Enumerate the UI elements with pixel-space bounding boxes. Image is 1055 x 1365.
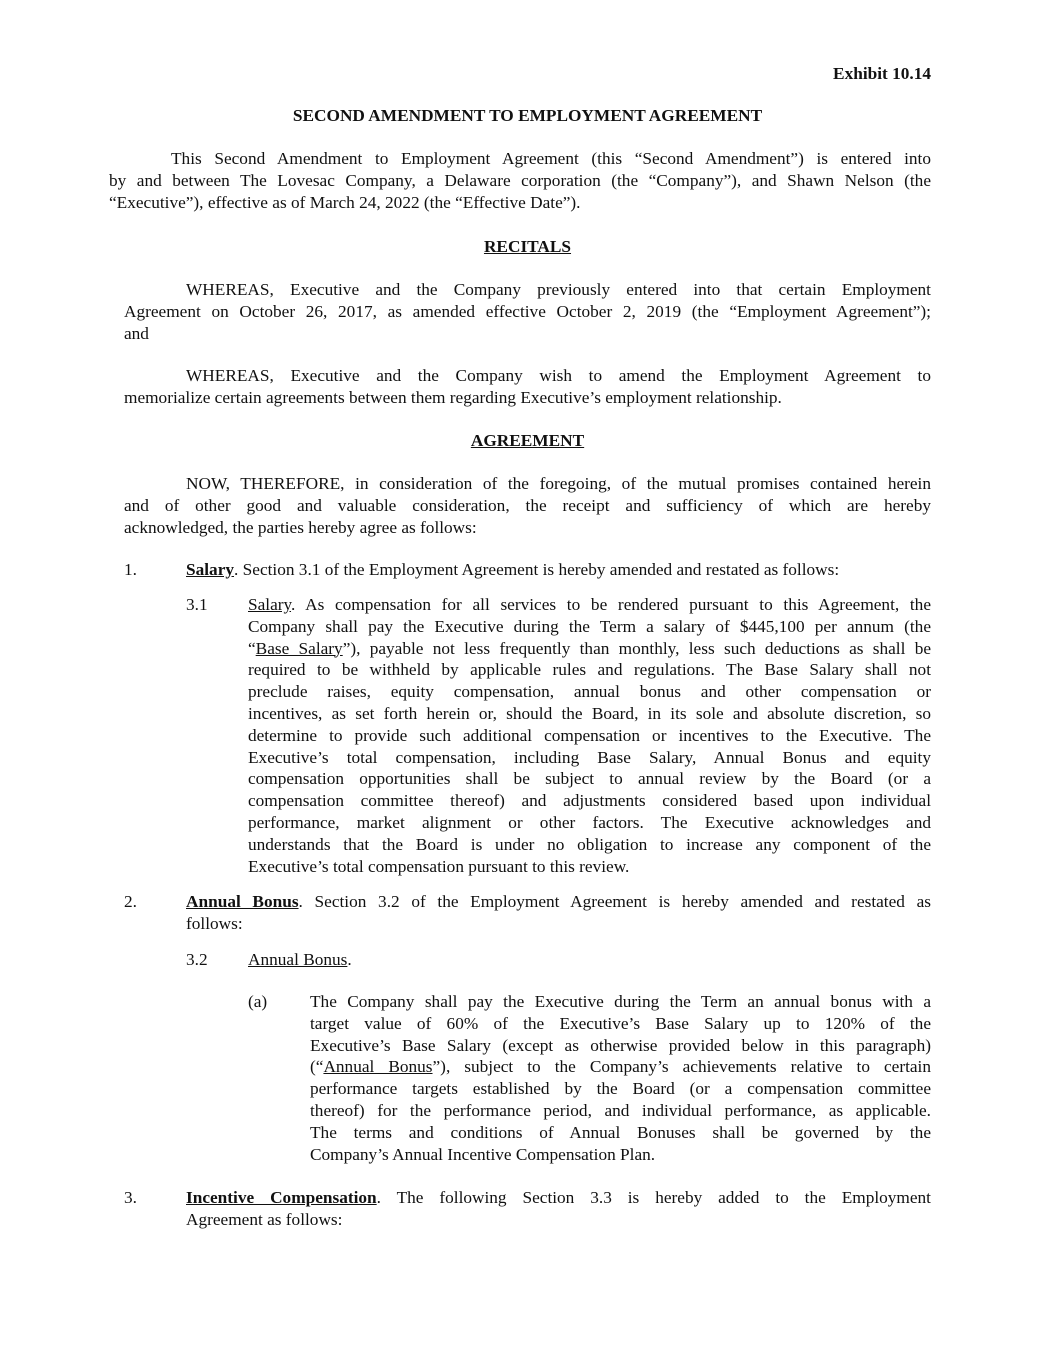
open-quote: “ [248, 638, 256, 658]
section-3-text: . The following Section 3.3 is hereby added to the Employment [376, 1188, 931, 1207]
recital-line: WHEREAS, Executive and the Company previously entered into that certain Employment [186, 280, 931, 299]
section-3-1-text: ”), payable not less frequently than monthly, less such deductions as shall be [342, 638, 931, 658]
item-a-line [310, 1056, 931, 1078]
section-3-1-line: compensation committee thereof) and adjustments considered based upon individual [248, 791, 931, 811]
section-3-1-line: understands that the Board is under no obligation to increase any component of the [248, 834, 931, 854]
defined-term-annual-bonus: Annual Bonus [323, 1057, 433, 1077]
section-1-title: Salary [186, 560, 235, 579]
section-3-line [186, 1187, 931, 1209]
intro-line: This Second Amendment to Employment Agreement (this “Second Amendment”) is entered into [171, 149, 931, 168]
section-3-title: Incentive Compensation [186, 1188, 377, 1207]
section-3-2-title: Annual Bonus [248, 950, 348, 969]
now-therefore-paragraph [124, 473, 931, 538]
section-2-title: Annual Bonus [186, 892, 299, 911]
now-therefore-line: NOW, THEREFORE, in consideration of the foregoing, of the mutual promises contained herein [186, 474, 931, 493]
exhibit-label: Exhibit 10.14 [833, 64, 931, 83]
recitals-heading: RECITALS [483, 237, 572, 256]
item-a-line: thereof) for the performance period, and individual performance, as applicable. [310, 1100, 931, 1120]
section-3-1-line [248, 638, 931, 660]
section-3-1-line [248, 594, 931, 616]
section-2-text: . Section 3.2 of the Employment Agreement is hereby amended and restated as [298, 892, 931, 911]
document-title: SECOND AMENDMENT TO EMPLOYMENT AGREEMENT [292, 106, 763, 125]
defined-term-base-salary: Base Salary [255, 638, 343, 658]
item-a-body [310, 991, 931, 1165]
intro-line: by and between The Lovesac Company, a Delaware corporation (the “Company”), and Shawn Nelson (the [109, 170, 931, 190]
item-a-line: Executive’s Base Salary (except as otherwise provided below in this paragraph) [310, 1035, 931, 1055]
section-2-number: 2. [124, 892, 137, 911]
section-3-2-number: 3.2 [186, 950, 208, 969]
section-3-1-line: Executive’s total compensation, including Base Salary, Annual Bonus and equity [248, 747, 931, 767]
item-a-line: The terms and conditions of Annual Bonuses shall be governed by the [310, 1122, 931, 1142]
item-a-line: target value of 60% of the Executive’s Base Salary up to 120% of the [310, 1013, 931, 1033]
period: . [347, 950, 352, 969]
open-quote: (“ [310, 1057, 324, 1077]
agreement-heading: AGREEMENT [470, 431, 585, 450]
section-1-number: 1. [124, 560, 137, 579]
section-3-line: Agreement as follows: [186, 1209, 343, 1229]
item-a-label: (a) [248, 992, 268, 1011]
section-1-text: . Section 3.1 of the Employment Agreement is hereby amended and restated as follows: [234, 560, 840, 579]
section-3-1-line: required to be withheld by applicable rules and regulations. The Base Salary shall not [248, 660, 931, 680]
section-3-1-line: Company shall pay the Executive during the Term a salary of $445,100 per annum (the [248, 616, 931, 636]
recital-line: and [124, 323, 149, 343]
intro-line: “Executive”), effective as of March 24, 2022 (the “Effective Date”). [109, 192, 581, 212]
section-2-line: follows: [186, 913, 243, 933]
section-2-line [186, 891, 931, 913]
recital-1 [124, 279, 931, 344]
section-3-1-title: Salary [248, 595, 292, 614]
section-3-1-line: compensation opportunities shall be subject to annual review by the Board (or a [248, 769, 931, 789]
recital-line: Agreement on October 26, 2017, as amended effective October 2, 2019 (the “Employment Agreement”); [124, 301, 931, 321]
recital-line: memorialize certain agreements between them regarding Executive’s employment relationship. [124, 387, 782, 407]
recital-line: WHEREAS, Executive and the Company wish to amend the Employment Agreement to [186, 366, 931, 385]
section-3-1-line: performance, market alignment or other factors. The Executive acknowledges and [248, 812, 931, 832]
item-a-text: ”), subject to the Company’s achievements relative to certain [432, 1057, 931, 1077]
item-a-line: performance targets established by the Board (or a compensation committee [310, 1079, 931, 1099]
section-3-2-heading [248, 949, 352, 971]
section-3-number: 3. [124, 1188, 137, 1207]
section-3-heading [186, 1187, 931, 1231]
section-3-1-text: . As compensation for all services to be rendered pursuant to this Agreement, the [291, 595, 931, 614]
now-therefore-line: acknowledged, the parties hereby agree as follows: [124, 517, 477, 537]
intro-paragraph [109, 148, 931, 213]
section-3-1-line: incentives, as set forth herein or, should the Board, in its sole and absolute discretion, so [248, 703, 931, 723]
section-3-1-number: 3.1 [186, 595, 208, 614]
section-1-heading [186, 559, 839, 581]
item-a-line: Company’s Annual Incentive Compensation Plan. [310, 1144, 656, 1164]
section-3-1-body [248, 594, 931, 877]
item-a-line: The Company shall pay the Executive during the Term an annual bonus with a [310, 992, 931, 1011]
recital-2 [124, 365, 931, 409]
section-2-heading [186, 891, 931, 935]
now-therefore-line: and of other good and valuable consideration, the receipt and sufficiency of which are hereby [124, 495, 931, 515]
section-3-1-line: preclude raises, equity compensation, annual bonus and other compensation or [248, 682, 931, 702]
section-3-1-line: Executive’s total compensation pursuant to this review. [248, 856, 630, 876]
section-3-1-line: determine to provide such additional compensation or incentives to the Executive. The [248, 725, 931, 745]
